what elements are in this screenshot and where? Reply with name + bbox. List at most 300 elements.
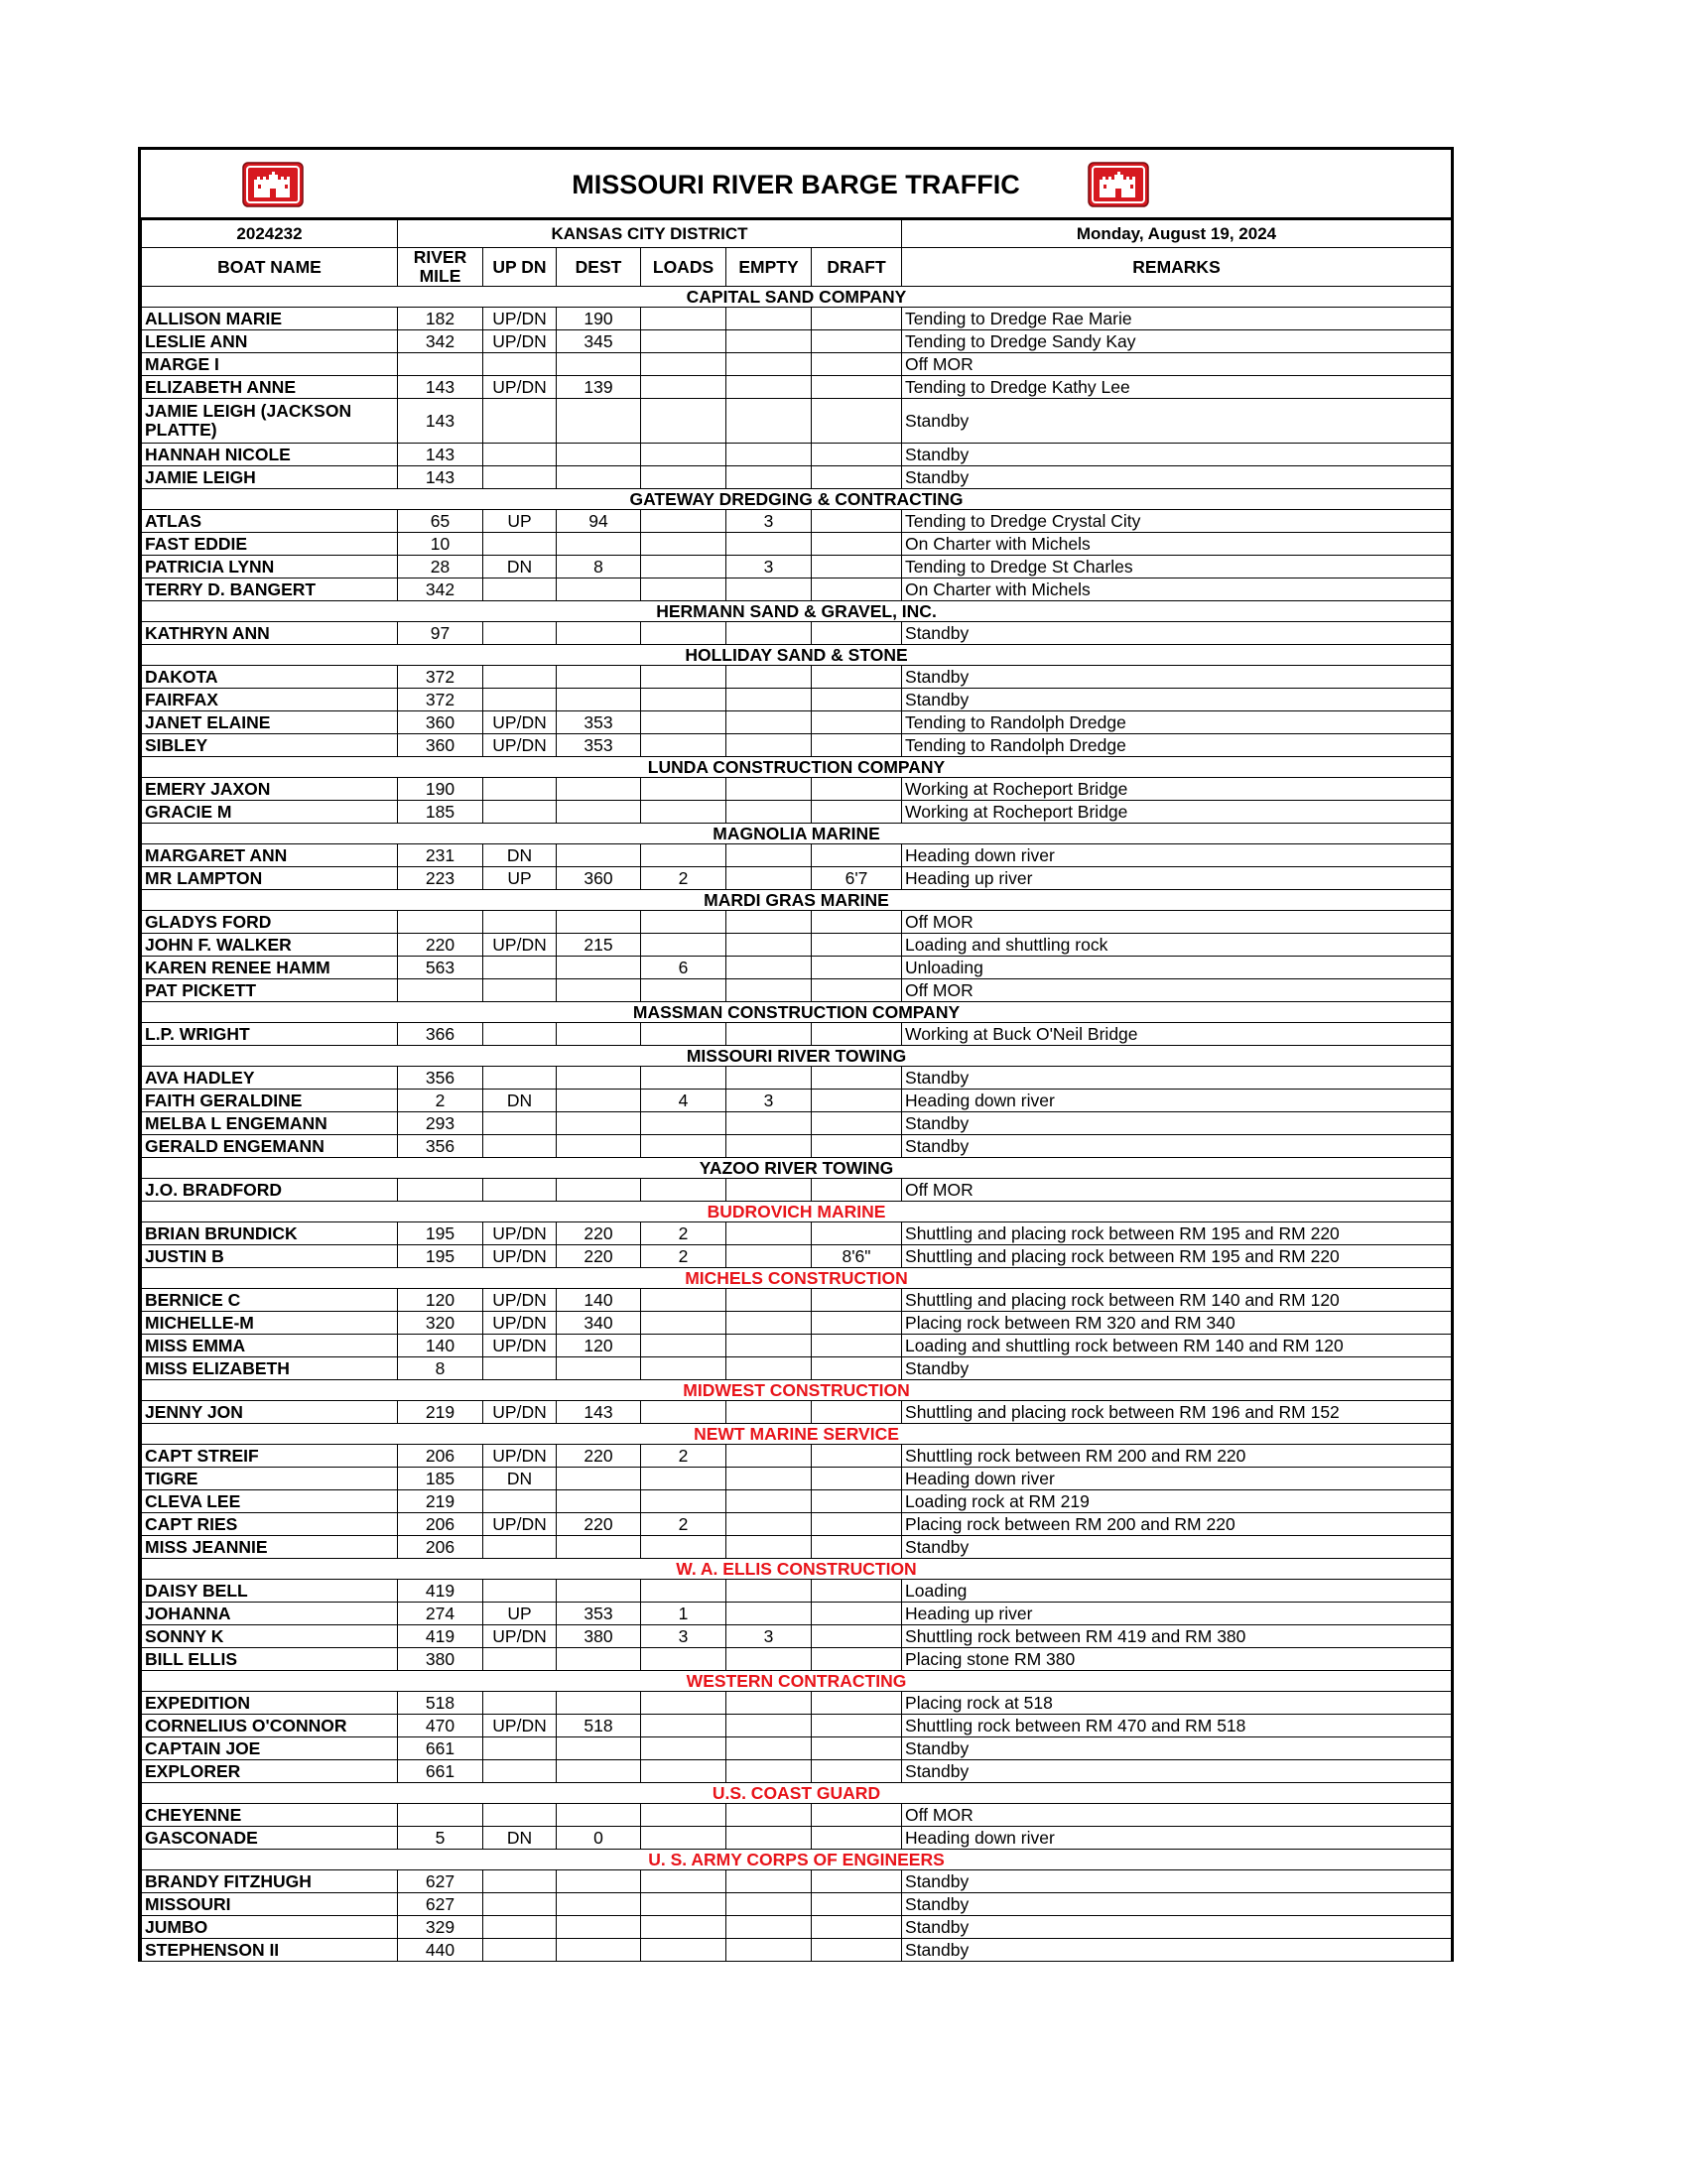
loads-cell	[641, 1939, 726, 1962]
empty-cell	[726, 399, 812, 444]
empty-cell	[726, 1401, 812, 1424]
company-header-row	[142, 757, 1452, 778]
empty-cell	[726, 1916, 812, 1939]
empty-cell	[726, 1135, 812, 1158]
river-mile-cell: 206	[398, 1536, 483, 1559]
draft-cell	[812, 1357, 902, 1380]
dest-cell	[557, 1090, 641, 1112]
draft-cell	[812, 1401, 902, 1424]
draft-cell	[812, 510, 902, 533]
loads-cell: 1	[641, 1603, 726, 1625]
boat-name-cell: EXPEDITION	[142, 1692, 398, 1715]
remarks-cell: On Charter with Michels	[902, 578, 1452, 601]
loads-cell	[641, 330, 726, 353]
up-dn-cell: UP/DN	[483, 734, 557, 757]
boat-name-cell: MISS EMMA	[142, 1335, 398, 1357]
up-dn-cell	[483, 399, 557, 444]
boat-name-cell: BERNICE C	[142, 1289, 398, 1312]
company-name: MICHELS CONSTRUCTION	[142, 1268, 1452, 1289]
up-dn-cell: DN	[483, 1468, 557, 1490]
company-name: NEWT MARINE SERVICE	[142, 1424, 1452, 1445]
table-row	[142, 666, 1452, 689]
up-dn-cell	[483, 666, 557, 689]
company-header-row	[142, 1783, 1452, 1804]
loads-cell: 2	[641, 1245, 726, 1268]
company-header-row	[142, 890, 1452, 911]
loads-cell	[641, 1827, 726, 1850]
river-mile-cell: 190	[398, 778, 483, 801]
remarks-cell: Tending to Randolph Dredge	[902, 734, 1452, 757]
river-mile-cell: 219	[398, 1490, 483, 1513]
col-draft: DRAFT	[812, 248, 902, 287]
draft-cell	[812, 376, 902, 399]
draft-cell	[812, 1490, 902, 1513]
remarks-cell: Standby	[902, 1893, 1452, 1916]
table-row	[142, 1245, 1452, 1268]
table-row	[142, 934, 1452, 957]
draft-cell	[812, 1827, 902, 1850]
table-row	[142, 1335, 1452, 1357]
draft-cell	[812, 330, 902, 353]
empty-cell	[726, 934, 812, 957]
dest-cell: 353	[557, 711, 641, 734]
empty-cell	[726, 1179, 812, 1202]
empty-cell	[726, 1445, 812, 1468]
up-dn-cell	[483, 1112, 557, 1135]
up-dn-cell	[483, 1648, 557, 1671]
loads-cell	[641, 1112, 726, 1135]
remarks-cell: Heading up river	[902, 1603, 1452, 1625]
empty-cell	[726, 1245, 812, 1268]
boat-name-cell: SONNY K	[142, 1625, 398, 1648]
boat-name-cell: CAPT RIES	[142, 1513, 398, 1536]
river-mile-cell: 231	[398, 844, 483, 867]
river-mile-cell: 627	[398, 1893, 483, 1916]
table-row	[142, 1939, 1452, 1962]
draft-cell	[812, 353, 902, 376]
draft-cell	[812, 734, 902, 757]
table-row	[142, 867, 1452, 890]
up-dn-cell: UP/DN	[483, 1222, 557, 1245]
table-row	[142, 330, 1452, 353]
loads-cell	[641, 1023, 726, 1046]
up-dn-cell: UP/DN	[483, 934, 557, 957]
loads-cell	[641, 1135, 726, 1158]
company-name: W. A. ELLIS CONSTRUCTION	[142, 1559, 1452, 1580]
boat-name-cell: SIBLEY	[142, 734, 398, 757]
dest-cell	[557, 1580, 641, 1603]
remarks-cell: Standby	[902, 689, 1452, 711]
draft-cell	[812, 957, 902, 979]
up-dn-cell	[483, 466, 557, 489]
up-dn-cell: DN	[483, 1090, 557, 1112]
table-row	[142, 376, 1452, 399]
boat-name-cell: GASCONADE	[142, 1827, 398, 1850]
dest-cell	[557, 911, 641, 934]
table-row	[142, 466, 1452, 489]
company-header-row	[142, 1424, 1452, 1445]
dest-cell	[557, 1357, 641, 1380]
dest-cell	[557, 957, 641, 979]
dest-cell: 139	[557, 376, 641, 399]
up-dn-cell	[483, 1692, 557, 1715]
draft-cell	[812, 1603, 902, 1625]
remarks-cell: Working at Rocheport Bridge	[902, 778, 1452, 801]
draft-cell	[812, 466, 902, 489]
table-row	[142, 1289, 1452, 1312]
loads-cell	[641, 533, 726, 556]
remarks-cell: Standby	[902, 1135, 1452, 1158]
up-dn-cell	[483, 1893, 557, 1916]
draft-cell	[812, 1737, 902, 1760]
remarks-cell: Heading down river	[902, 1090, 1452, 1112]
remarks-cell: Working at Rocheport Bridge	[902, 801, 1452, 824]
draft-cell: 6'7	[812, 867, 902, 890]
company-header-row	[142, 1850, 1452, 1870]
boat-name-cell: FAST EDDIE	[142, 533, 398, 556]
remarks-cell: Tending to Dredge St Charles	[902, 556, 1452, 578]
dest-cell: 0	[557, 1827, 641, 1850]
col-empty: EMPTY	[726, 248, 812, 287]
remarks-cell: Standby	[902, 1357, 1452, 1380]
remarks-cell: Standby	[902, 1760, 1452, 1783]
boat-name-cell: MICHELLE-M	[142, 1312, 398, 1335]
boat-name-cell: EMERY JAXON	[142, 778, 398, 801]
empty-cell	[726, 1737, 812, 1760]
draft-cell	[812, 1536, 902, 1559]
table-row	[142, 1023, 1452, 1046]
column-header-row	[142, 248, 1452, 287]
loads-cell	[641, 466, 726, 489]
company-name: HERMANN SAND & GRAVEL, INC.	[142, 601, 1452, 622]
loads-cell	[641, 1312, 726, 1335]
loads-cell: 2	[641, 867, 726, 890]
empty-cell	[726, 1513, 812, 1536]
boat-name-cell: JENNY JON	[142, 1401, 398, 1424]
river-mile-cell: 661	[398, 1760, 483, 1783]
empty-cell	[726, 1648, 812, 1671]
empty-cell	[726, 1335, 812, 1357]
table-row	[142, 1112, 1452, 1135]
remarks-cell: Placing stone RM 380	[902, 1648, 1452, 1671]
up-dn-cell: UP/DN	[483, 1625, 557, 1648]
remarks-cell: Shuttling rock between RM 470 and RM 518	[902, 1715, 1452, 1737]
remarks-cell: Off MOR	[902, 1804, 1452, 1827]
company-header-row	[142, 1046, 1452, 1067]
empty-cell	[726, 1760, 812, 1783]
remarks-cell: Tending to Randolph Dredge	[902, 711, 1452, 734]
table-row	[142, 957, 1452, 979]
boat-name-cell: BRANDY FITZHUGH	[142, 1870, 398, 1893]
dest-cell: 8	[557, 556, 641, 578]
empty-cell	[726, 711, 812, 734]
dest-cell: 518	[557, 1715, 641, 1737]
company-header-row	[142, 1202, 1452, 1222]
table-row	[142, 1625, 1452, 1648]
river-mile-cell: 518	[398, 1692, 483, 1715]
remarks-cell: Standby	[902, 622, 1452, 645]
remarks-cell: Tending to Dredge Crystal City	[902, 510, 1452, 533]
draft-cell	[812, 622, 902, 645]
dest-cell	[557, 1468, 641, 1490]
remarks-cell: Tending to Dredge Kathy Lee	[902, 376, 1452, 399]
empty-cell	[726, 1468, 812, 1490]
draft-cell	[812, 1335, 902, 1357]
boat-name-cell: JUMBO	[142, 1916, 398, 1939]
table-row	[142, 1870, 1452, 1893]
loads-cell	[641, 844, 726, 867]
empty-cell	[726, 1804, 812, 1827]
loads-cell	[641, 556, 726, 578]
river-mile-cell	[398, 1179, 483, 1202]
loads-cell	[641, 308, 726, 330]
dest-cell	[557, 1804, 641, 1827]
draft-cell: 8'6"	[812, 1245, 902, 1268]
draft-cell	[812, 1067, 902, 1090]
draft-cell	[812, 1804, 902, 1827]
loads-cell	[641, 979, 726, 1002]
dest-cell	[557, 778, 641, 801]
up-dn-cell	[483, 1536, 557, 1559]
table-row	[142, 801, 1452, 824]
table-row	[142, 622, 1452, 645]
district-name: KANSAS CITY DISTRICT	[398, 220, 902, 248]
up-dn-cell	[483, 353, 557, 376]
dest-cell	[557, 622, 641, 645]
company-name: MARDI GRAS MARINE	[142, 890, 1452, 911]
remarks-cell: Standby	[902, 1737, 1452, 1760]
report-info-row	[142, 220, 1452, 248]
table-row	[142, 1893, 1452, 1916]
company-header-row	[142, 1002, 1452, 1023]
river-mile-cell: 627	[398, 1870, 483, 1893]
loads-cell	[641, 1179, 726, 1202]
draft-cell	[812, 801, 902, 824]
river-mile-cell: 223	[398, 867, 483, 890]
remarks-cell: Heading up river	[902, 867, 1452, 890]
up-dn-cell: DN	[483, 844, 557, 867]
boat-name-cell: GRACIE M	[142, 801, 398, 824]
table-row	[142, 711, 1452, 734]
river-mile-cell: 2	[398, 1090, 483, 1112]
empty-cell: 3	[726, 510, 812, 533]
draft-cell	[812, 1648, 902, 1671]
barge-traffic-table	[141, 219, 1452, 1962]
river-mile-cell	[398, 1804, 483, 1827]
river-mile-cell: 143	[398, 444, 483, 466]
loads-cell	[641, 444, 726, 466]
draft-cell	[812, 1179, 902, 1202]
river-mile-cell: 206	[398, 1445, 483, 1468]
dest-cell: 220	[557, 1222, 641, 1245]
boat-name-cell: L.P. WRIGHT	[142, 1023, 398, 1046]
company-name: U. S. ARMY CORPS OF ENGINEERS	[142, 1850, 1452, 1870]
boat-name-cell: EXPLORER	[142, 1760, 398, 1783]
table-row	[142, 1067, 1452, 1090]
river-mile-cell: 293	[398, 1112, 483, 1135]
loads-cell	[641, 1760, 726, 1783]
empty-cell	[726, 911, 812, 934]
report-date: Monday, August 19, 2024	[902, 220, 1452, 248]
dest-cell	[557, 1536, 641, 1559]
dest-cell: 143	[557, 1401, 641, 1424]
loads-cell	[641, 399, 726, 444]
dest-cell: 190	[557, 308, 641, 330]
river-mile-cell: 8	[398, 1357, 483, 1380]
company-name: LUNDA CONSTRUCTION COMPANY	[142, 757, 1452, 778]
empty-cell	[726, 1357, 812, 1380]
table-row	[142, 308, 1452, 330]
company-header-row	[142, 1380, 1452, 1401]
river-mile-cell: 65	[398, 510, 483, 533]
table-row	[142, 778, 1452, 801]
empty-cell: 3	[726, 556, 812, 578]
up-dn-cell	[483, 1179, 557, 1202]
up-dn-cell	[483, 801, 557, 824]
table-row	[142, 556, 1452, 578]
draft-cell	[812, 911, 902, 934]
table-row	[142, 689, 1452, 711]
remarks-cell: Loading and shuttling rock	[902, 934, 1452, 957]
boat-name-cell: DAISY BELL	[142, 1580, 398, 1603]
up-dn-cell	[483, 444, 557, 466]
up-dn-cell: DN	[483, 556, 557, 578]
company-name: YAZOO RIVER TOWING	[142, 1158, 1452, 1179]
remarks-cell: Tending to Dredge Rae Marie	[902, 308, 1452, 330]
draft-cell	[812, 308, 902, 330]
table-row	[142, 1580, 1452, 1603]
table-row	[142, 1179, 1452, 1202]
river-mile-cell: 419	[398, 1580, 483, 1603]
empty-cell	[726, 466, 812, 489]
report-id: 2024232	[142, 220, 398, 248]
loads-cell	[641, 510, 726, 533]
loads-cell	[641, 353, 726, 376]
loads-cell	[641, 1580, 726, 1603]
river-mile-cell: 380	[398, 1648, 483, 1671]
loads-cell: 2	[641, 1513, 726, 1536]
remarks-cell: Working at Buck O'Neil Bridge	[902, 1023, 1452, 1046]
table-row	[142, 1445, 1452, 1468]
draft-cell	[812, 1580, 902, 1603]
title-bar	[141, 150, 1451, 219]
loads-cell	[641, 1335, 726, 1357]
boat-name-cell: BRIAN BRUNDICK	[142, 1222, 398, 1245]
boat-name-cell: KAREN RENEE HAMM	[142, 957, 398, 979]
company-name: MAGNOLIA MARINE	[142, 824, 1452, 844]
river-mile-cell: 143	[398, 399, 483, 444]
river-mile-cell: 195	[398, 1222, 483, 1245]
boat-name-cell: CORNELIUS O'CONNOR	[142, 1715, 398, 1737]
draft-cell	[812, 1692, 902, 1715]
boat-name-cell: MISS ELIZABETH	[142, 1357, 398, 1380]
dest-cell	[557, 1737, 641, 1760]
table-row	[142, 1312, 1452, 1335]
draft-cell	[812, 1939, 902, 1962]
remarks-cell: Off MOR	[902, 1179, 1452, 1202]
dest-cell	[557, 1135, 641, 1158]
boat-name-cell: ELIZABETH ANNE	[142, 376, 398, 399]
dest-cell: 220	[557, 1513, 641, 1536]
empty-cell	[726, 778, 812, 801]
up-dn-cell	[483, 1916, 557, 1939]
table-row	[142, 353, 1452, 376]
remarks-cell: Unloading	[902, 957, 1452, 979]
loads-cell	[641, 1067, 726, 1090]
remarks-cell: Shuttling and placing rock between RM 140 and RM 120	[902, 1289, 1452, 1312]
boat-name-cell: PATRICIA LYNN	[142, 556, 398, 578]
river-mile-cell: 219	[398, 1401, 483, 1424]
empty-cell	[726, 1715, 812, 1737]
draft-cell	[812, 979, 902, 1002]
remarks-cell: Tending to Dredge Sandy Kay	[902, 330, 1452, 353]
loads-cell	[641, 734, 726, 757]
loads-cell	[641, 801, 726, 824]
empty-cell	[726, 308, 812, 330]
loads-cell	[641, 689, 726, 711]
remarks-cell: Standby	[902, 444, 1452, 466]
draft-cell	[812, 1312, 902, 1335]
table-row	[142, 533, 1452, 556]
table-row	[142, 1513, 1452, 1536]
dest-cell: 220	[557, 1445, 641, 1468]
river-mile-cell: 120	[398, 1289, 483, 1312]
river-mile-cell	[398, 353, 483, 376]
remarks-cell: Standby	[902, 1067, 1452, 1090]
table-row	[142, 734, 1452, 757]
col-remarks: REMARKS	[902, 248, 1452, 287]
empty-cell	[726, 1222, 812, 1245]
remarks-cell: Placing rock between RM 320 and RM 340	[902, 1312, 1452, 1335]
empty-cell	[726, 376, 812, 399]
draft-cell	[812, 1513, 902, 1536]
up-dn-cell	[483, 911, 557, 934]
empty-cell	[726, 1490, 812, 1513]
up-dn-cell	[483, 1580, 557, 1603]
remarks-cell: Standby	[902, 1536, 1452, 1559]
company-name: BUDROVICH MARINE	[142, 1202, 1452, 1222]
up-dn-cell	[483, 578, 557, 601]
river-mile-cell: 140	[398, 1335, 483, 1357]
company-header-row	[142, 645, 1452, 666]
company-name: U.S. COAST GUARD	[142, 1783, 1452, 1804]
loads-cell	[641, 622, 726, 645]
loads-cell: 2	[641, 1222, 726, 1245]
table-row	[142, 1692, 1452, 1715]
boat-name-cell: MISSOURI	[142, 1893, 398, 1916]
boat-name-cell: TIGRE	[142, 1468, 398, 1490]
up-dn-cell	[483, 778, 557, 801]
boat-name-cell: CAPT STREIF	[142, 1445, 398, 1468]
dest-cell	[557, 466, 641, 489]
up-dn-cell	[483, 1490, 557, 1513]
boat-name-cell: BILL ELLIS	[142, 1648, 398, 1671]
table-row	[142, 399, 1452, 444]
remarks-cell: Off MOR	[902, 353, 1452, 376]
loads-cell	[641, 1289, 726, 1312]
empty-cell	[726, 867, 812, 890]
dest-cell	[557, 689, 641, 711]
dest-cell	[557, 1870, 641, 1893]
remarks-cell: Placing rock at 518	[902, 1692, 1452, 1715]
dest-cell	[557, 1112, 641, 1135]
river-mile-cell: 470	[398, 1715, 483, 1737]
up-dn-cell: UP	[483, 867, 557, 890]
table-row	[142, 1804, 1452, 1827]
draft-cell	[812, 1870, 902, 1893]
empty-cell	[726, 578, 812, 601]
company-name: MASSMAN CONSTRUCTION COMPANY	[142, 1002, 1452, 1023]
